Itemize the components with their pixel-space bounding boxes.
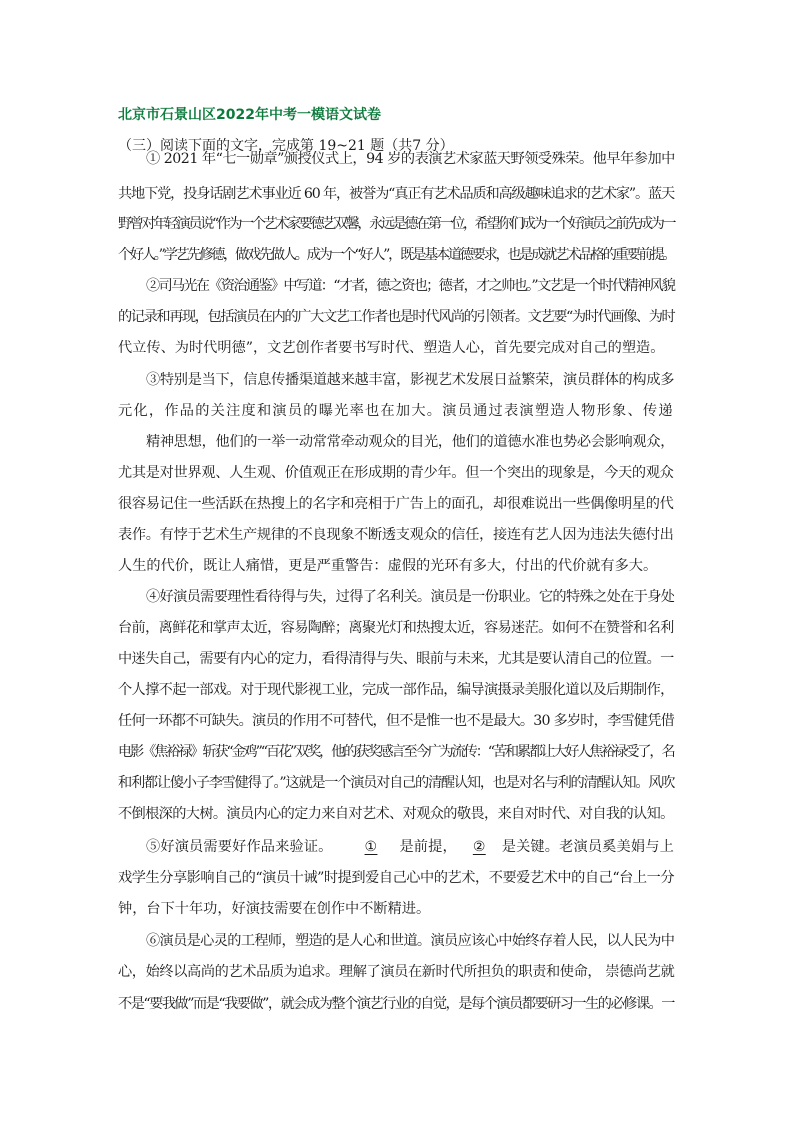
passage-line: 元化，作品的关注度和演员的曝光率也在加大。演员通过表演塑造人物形象、传递 [118,403,674,419]
passage-line: ②司马光在《资治通鉴》中写道：“才者，德之资也；德者，才之帅也。”文艺是一个时代精神风貌 [146,278,675,294]
blank-line-tail: 是关键。老演员奚美娟与上 [501,839,674,855]
document-title: 北京市石景山区2022年中考一模语文试卷 [118,107,381,123]
passage-line: 共地下党，投身话剧艺术事业近 60 年，被誉为“真正有艺术品质和高级趣味追求的艺术家”。蓝天 [118,186,675,202]
passage-line: 钟，台下十年功，好演技需要在创作中不断精进。 [118,901,431,917]
passage-line: 野曾对年轻演员说“作为一个艺术家要德艺双馨，永远是德在第一位，希望你们成为一个好演员之前先成为一 [118,216,675,232]
passage-line: 很容易记住一些活跃在热搜上的名字和亮相于广告上的面孔，却很难说出一些偶像明星的代 [118,496,674,512]
blank-line-mid: 是前提， [399,839,457,855]
passage-line: ① 2021 年“七一勋章”颁授仪式上，94 岁的表演艺术家蓝天野领受殊荣。他早年参加中 [146,151,675,167]
passage-line: ⑥演员是心灵的工程师，塑造的是人心和世道。演员应该心中始终存着人民，以人民为中 [146,933,675,949]
passage-line: 和利都让傻小子李雪健得了。”这就是一个演员对自己的清醒认知，也是对名与利的清醒认知。风吹 [118,775,675,791]
passage-line: 人生的代价，既让人痛惜，更是严重警告：虚假的光环有多大，付出的代价就有多大。 [118,558,658,574]
blank-2: ② [472,839,486,855]
blank-1: ① [364,839,378,855]
passage-line: 不是“要我做”而是“我要做”，就会成为整个演艺行业的自觉，是每个演员都要研习一生的必修课。一 [118,996,674,1012]
passage-line: ④好演员需要理性看待得与失，过得了名利关。演员是一份职业。它的特殊之处在于身处 [146,589,675,605]
passage-line: 不倒根深的大树。演员内心的定力来自对艺术、对观众的敬畏，来自对时代、对自我的认知。 [118,806,674,822]
passage-line: 心，始终以高尚的艺术品质为追求。理解了演员在新时代所担负的职责和使命， 崇德尚艺就 [118,964,675,980]
passage-line: 台前，离鲜花和掌声太近，容易陶醉；离聚光灯和热搜太近，容易迷茫。如何不在赞誉和名利 [118,620,674,636]
passage-line: 代立传、为时代明德”，文艺创作者要书写时代、塑造人心，首先要完成对自己的塑造。 [118,340,665,356]
passage-line: 表作。有悖于艺术生产规律的不良现象不断透支观众的信任，接连有艺人因为违法失德付出 [118,527,674,543]
section-heading: （三）阅读下面的文字，完成第 19~21 题（共7 分） [118,138,454,154]
passage-line: 尤其是对世界观、人生观、价值观正在形成期的青少年。但一个突出的现象是，今天的观众 [118,465,674,481]
passage-line: ③特别是当下，信息传播渠道越来越丰富，影视艺术发展日益繁荣，演员群体的构成多 [146,372,675,388]
passage-line: ⑤好演员需要好作品来验证。 ① 是前提， ② 是关键。老演员奚美娟与上 [146,839,674,855]
passage-line: 个人撑不起一部戏。对于现代影视工业，完成一部作品，编导演摄录美服化道以及后期制作， [118,682,674,698]
passage-line: 精神思想，他们的一举一动常常牵动观众的目光，他们的道德水准也势必会影响观众， [146,434,675,450]
passage-line: 戏学生分享影响自己的“演员十诫”时提到爱自己心中的艺术，不要爱艺术中的自己“台上一分 [118,870,675,886]
passage-line: 的记录和再现，包括演员在内的广大文艺工作者也是时代风尚的引领者。文艺要“为时代画像、为时 [118,309,675,325]
passage-line: 任何一环都不可缺失。演员的作用不可替代，但不是惟一也不是最大。30 多岁时，李雪健凭借 [118,713,675,729]
passage-line: 个好人。”学艺先修德，做戏先做人。成为一个“好人”，既是基本道德要求，也是成就艺术品格的重要前提。 [118,247,675,263]
passage-line: 中迷失自己，需要有内心的定力，看得清得与失、眼前与未来，尤其是要认清自己的位置。一 [118,651,674,667]
passage-line: 电影《焦裕禄》斩获“金鸡”“百花”双奖，他的获奖感言至今广为流传：“苦和累都让大好人焦裕禄受了，名 [118,744,674,760]
